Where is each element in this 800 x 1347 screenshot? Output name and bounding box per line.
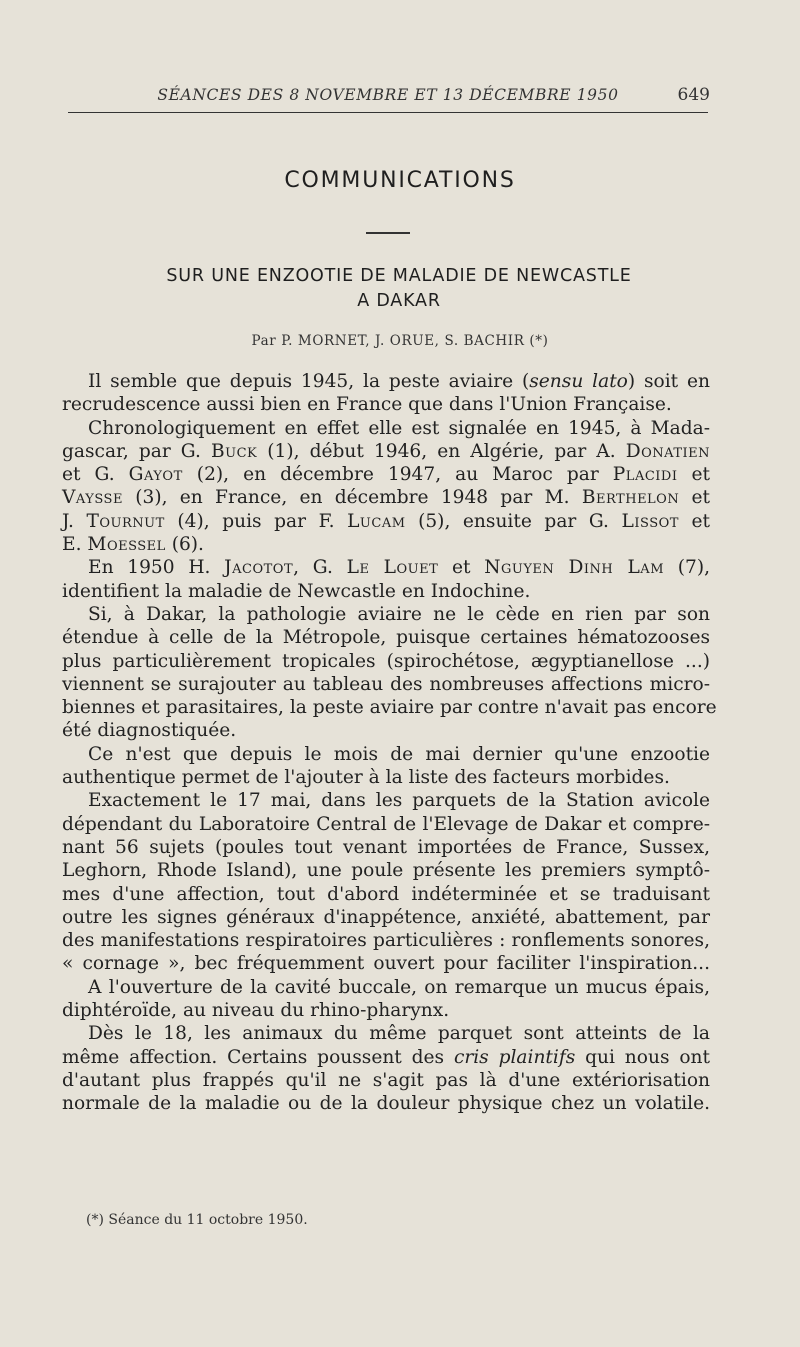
body-line: mes d'une affection, tout d'abord indéterminée et se traduisant [62,883,710,905]
body-line: étendue à celle de la Métropole, puisque certaines hématozooses [62,627,710,649]
body-line: Si, à Dakar, la pathologie aviaire ne le cède en rien par son [88,603,710,625]
article-body [62,370,717,1116]
body-line: diphtéroïde, au niveau du rhino-pharynx. [62,1000,450,1022]
article-title-line-2: A DAKAR [357,291,441,311]
footnote: (*) Séance du 11 octobre 1950. [86,1212,308,1228]
article-title [80,264,718,314]
body-line: En 1950 H. Jacotot, G. Le Louet et Nguyen Dinh Lam (7), [88,557,710,579]
body-line: plus particulièrement tropicales (spirochétose, ægyptianellose ...) [62,650,710,672]
body-line: identifient la maladie de Newcastle en Indochine. [62,580,531,602]
body-line: recrudescence aussi bien en France que dans l'Union Française. [62,394,672,416]
body-line: A l'ouverture de la cavité buccale, on remarque un mucus épais, [88,976,710,998]
body-line: E. Moessel (6). [62,534,204,556]
body-line: Dès le 18, les animaux du même parquet sont atteints de la [88,1023,710,1045]
page-number: 649 [677,85,710,105]
section-title: COMMUNICATIONS [284,168,516,193]
body-line: biennes et parasitaires, la peste aviaire par contre n'avait pas encore [62,697,717,719]
body-line: Chronologiquement en effet elle est signalée en 1945, à Mada- [88,417,710,439]
body-line: normale de la maladie ou de la douleur physique chez un volatile. [62,1093,710,1115]
body-line: Leghorn, Rhode Island), une poule présente les premiers symptô- [62,860,710,882]
body-line: été diagnostiquée. [62,720,237,742]
body-line: authentique permet de l'ajouter à la liste des facteurs morbides. [62,767,670,789]
body-line: et G. Gayot (2), en décembre 1947, au Maroc par Placidi et [62,464,710,486]
title-rule [366,232,410,234]
running-title: SÉANCES DES 8 NOVEMBRE ET 13 DÉCEMBRE 1950 [157,86,619,104]
running-head [68,86,708,113]
body-line: nant 56 sujets (poules tout venant importées de France, Sussex, [62,836,710,858]
body-line: même affection. Certains poussent des cris plaintifs qui nous ont [62,1046,710,1068]
body-line: d'autant plus frappés qu'il ne s'agit pas là d'une extériorisation [62,1069,710,1091]
body-line: dépendant du Laboratoire Central de l'Elevage de Dakar et compre- [62,813,710,835]
body-line: viennent se surajouter au tableau des nombreuses affections micro- [62,673,710,695]
body-line: Ce n'est que depuis le mois de mai dernier qu'une enzootie [88,743,710,765]
body-line: Exactement le 17 mai, dans les parquets de la Station avicole [88,790,710,812]
article-title-line-1: SUR UNE ENZOOTIE DE MALADIE DE NEWCASTLE [166,266,632,286]
body-line: J. Tournut (4), puis par F. Lucam (5), ensuite par G. Lissot et [62,510,710,532]
authors-line: Par P. MORNET, J. ORUE, S. BACHIR (*) [251,333,549,349]
body-line: gascar, par G. Buck (1), début 1946, en Algérie, par A. Donatien [62,440,710,462]
body-line: « cornage », bec fréquemment ouvert pour faciliter l'inspiration... [62,953,710,975]
body-line: Il semble que depuis 1945, la peste aviaire (sensu lato) soit en [88,371,710,392]
body-line: Vaysse (3), en France, en décembre 1948 par M. Berthelon et [62,487,710,509]
body-line: outre les signes généraux d'inappétence, anxiété, abattement, par [62,906,710,928]
body-line: des manifestations respiratoires particulières : ronflements sonores, [62,930,710,952]
